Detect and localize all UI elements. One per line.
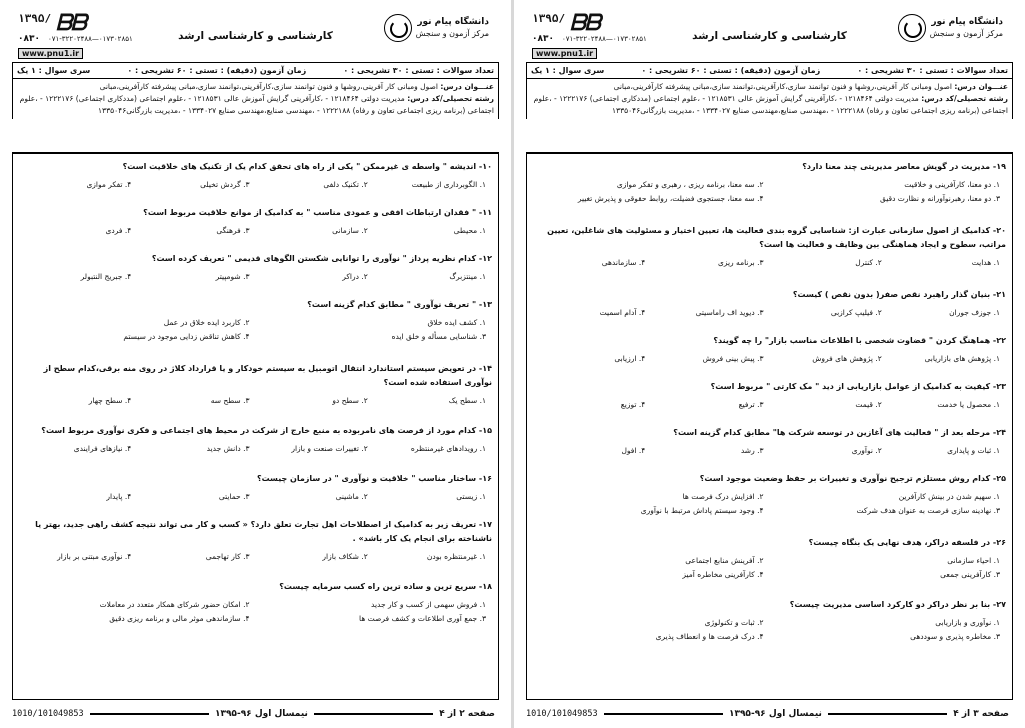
brand-block bbox=[532, 10, 652, 60]
brand-logo-icon: ᗷᗷ bbox=[570, 10, 600, 36]
answer-option[interactable]: ۲. امکان حضور شرکای همکار متعدد در معاملات bbox=[99, 600, 250, 609]
answer-option[interactable]: ۱. ثبات و پایداری bbox=[947, 446, 1000, 455]
page-number: صفحه ۳ از ۴ bbox=[953, 709, 1009, 719]
question-text: ۲۱- بنیان گذار راهبرد نقص صفر( بدون نقص ) کیست؟ bbox=[792, 290, 1006, 299]
page-number: صفحه ۲ از ۴ bbox=[439, 709, 495, 719]
answer-option[interactable]: ۴. نیازهای فرایندی bbox=[73, 444, 132, 453]
exam-info-box bbox=[526, 62, 1013, 119]
exam-page-left bbox=[0, 0, 511, 728]
answer-option[interactable]: ۱. رویدادهای غیرمنتظره bbox=[410, 444, 486, 453]
answer-option[interactable]: ۲. قیمت bbox=[855, 400, 882, 409]
answer-option[interactable]: ۲. آفرینش منابع اجتماعی bbox=[685, 556, 764, 565]
answer-option[interactable]: ۱. سطح یک bbox=[448, 396, 486, 405]
university-subtitle: مرکز آزمون و سنجش bbox=[415, 29, 489, 38]
answer-option[interactable]: ۱. دو معنا، کارآفرینی و خلاقیت bbox=[904, 180, 1000, 189]
answer-option[interactable]: ۴. جبریج النتبولر bbox=[80, 272, 132, 281]
brand-code: ۰۸۳۰ bbox=[532, 34, 554, 44]
question bbox=[19, 518, 492, 564]
question bbox=[19, 362, 492, 408]
answer-option[interactable]: ۴. سازماندهی موثر مالی و برنامه ریزی دقیق bbox=[109, 614, 250, 623]
answer-option[interactable]: ۱. نوآوری و بازاریابی bbox=[935, 618, 1000, 627]
answer-option[interactable]: ۲. تغییرات صنعت و بازار bbox=[291, 444, 368, 453]
question-text: ۱۳- " تعریف نوآوری " مطابق کدام گزینه است؟ bbox=[307, 300, 492, 309]
questions-area bbox=[526, 152, 1013, 700]
semester-label: نیمسال اول ۹۶-۱۳۹۵ bbox=[214, 709, 308, 719]
answer-option[interactable]: ۴. کارآفرینی مخاطره آمیز bbox=[682, 570, 764, 579]
answer-option[interactable]: ۳. کار تهاجمی bbox=[205, 552, 250, 561]
answer-option[interactable]: ۴. افول bbox=[621, 446, 646, 455]
field-label: رشته تحصیلی/کد درس: bbox=[921, 94, 1008, 103]
question bbox=[19, 424, 492, 456]
question-text: ۱۶- ساختار مناسب " خلاقیت و نوآوری " در سازمان چیست؟ bbox=[256, 474, 492, 483]
page-header bbox=[514, 4, 1025, 62]
question-text: ۲۶- در فلسفه دراکر، هدف نهایی یک بنگاه چیست؟ bbox=[808, 538, 1006, 547]
answer-option[interactable]: ۲. فیلیپ کرازبی bbox=[830, 308, 882, 317]
question-series: سری سوال : ۱ یک bbox=[17, 66, 91, 75]
question bbox=[533, 334, 1006, 366]
page-footer bbox=[12, 706, 499, 722]
brand-phone: ۰۷۱-۳۲۲۰۲۴۸۸—۰۱۷۳۰۲۸۵۱ bbox=[562, 35, 647, 43]
footer-rule bbox=[314, 713, 433, 715]
answer-option[interactable]: ۱. جوزف جوران bbox=[949, 308, 1000, 317]
exam-time: زمان آزمون (دقیقه) : تستی : ۶۰ تشریحی : ۰ bbox=[641, 66, 821, 75]
answer-option[interactable]: ۴. ارزیابی bbox=[614, 354, 646, 363]
brand-logo-icon: ᗷᗷ bbox=[56, 10, 86, 36]
field-label: رشته تحصیلی/کد درس: bbox=[407, 94, 494, 103]
question-text: ۱۲- کدام نظریه پرداز " نوآوری را توانایی شکستن الگوهای قدیمی " تعریف کرده است؟ bbox=[151, 254, 492, 263]
exam-page-right bbox=[514, 0, 1025, 728]
answer-option[interactable]: ۳. دانش جدید bbox=[206, 444, 250, 453]
answer-option[interactable]: ۳. دیوید اف راماسیتی bbox=[695, 308, 764, 317]
field-codes: مدیریت دولتی ۱۲۱۸۴۶۴ - ،کارآفرینی گرایش آموزش عالی ۱۲۱۸۵۳۱ - ،علوم اجتماعی (مددکاری اجتماعی) ۱۲۲۲۱۷۶ - ،علوم اجتماعی (برنامه ریزی اجتماعی تعاون و رفاه) ۱۲۲۲۱۸۸ - ،مهندسی صنایع،مهندسی صنایع ۱۳۳۴۰۲۷ - ،مدیریت بازرگانی۱۳۳۵۰۴۶ bbox=[533, 94, 1008, 115]
question-text: ۱۹- مدیریت در گویش معاصر مدیریتی چند معنا دارد؟ bbox=[802, 162, 1006, 171]
answer-option[interactable]: ۴. سازماندهی bbox=[601, 258, 646, 267]
question-text: ۲۲- هماهنگ کردن " قضاوت شخصی با اطلاعات مناسب بازار" را چه گویند؟ bbox=[713, 336, 1006, 345]
question bbox=[533, 598, 1006, 644]
answer-option[interactable]: ۳. جمع آوری اطلاعات و کشف فرصت ها bbox=[359, 614, 486, 623]
answer-option[interactable]: ۴. کاهش تناقض زدایی موجود در سیستم bbox=[123, 332, 250, 341]
answer-option[interactable]: ۲. شکاف بازار bbox=[322, 552, 368, 561]
answer-option[interactable]: ۴. سطح چهار bbox=[88, 396, 132, 405]
header-title: کارشناسی و کارشناسی ارشد bbox=[692, 30, 847, 42]
answer-option[interactable]: ۴. توزیع bbox=[620, 400, 646, 409]
footer-rule bbox=[604, 713, 723, 715]
question bbox=[533, 472, 1006, 518]
question bbox=[19, 580, 492, 626]
answer-option[interactable]: ۱. سهیم شدن در بینش کارآفرین bbox=[898, 492, 1000, 501]
question bbox=[533, 160, 1006, 206]
answer-option[interactable]: ۱. الگوبرداری از طبیعت bbox=[411, 180, 486, 189]
question bbox=[19, 472, 492, 504]
brand-code: ۰۸۳۰ bbox=[18, 34, 40, 44]
course-title: اصول ومبانی کار آفرینی،روشها و فنون توانمند سازی،کارآفرینی،توانمند سازی،مبانی پیشرفته کارآفرینی،مبانی bbox=[613, 82, 952, 91]
question bbox=[19, 206, 492, 238]
answer-option[interactable]: ۴. نوآوری مبتنی بر بازار bbox=[57, 552, 132, 561]
answer-option[interactable]: ۱. فروش سهمی از کسب و کار جدید bbox=[371, 600, 486, 609]
answer-option[interactable]: ۴. سه معنا، جستجوی فضیلت، روابط حقوقی و پذیرش تغییر bbox=[577, 194, 764, 203]
exam-info-box bbox=[12, 62, 499, 119]
university-name: دانشگاه پیام نور bbox=[931, 17, 1003, 27]
answer-option[interactable]: ۳. شناسایی مسأله و خلق ایده bbox=[391, 332, 486, 341]
question bbox=[19, 298, 492, 344]
question bbox=[533, 426, 1006, 458]
question bbox=[19, 252, 492, 284]
answer-option[interactable]: ۲. کاربرد ایده خلاق در عمل bbox=[163, 318, 250, 327]
answer-option[interactable]: ۳. گردش تخیلی bbox=[200, 180, 250, 189]
answer-option[interactable]: ۱. زیستی bbox=[456, 492, 486, 501]
answer-option[interactable]: ۲. تکنیک دلفی bbox=[323, 180, 368, 189]
answer-option[interactable]: ۱. محیطی bbox=[453, 226, 486, 235]
answer-option[interactable]: ۳. نهادینه سازی فرصت به عنوان هدف شرکت bbox=[856, 506, 1000, 515]
answer-option[interactable]: ۲. ثبات و تکنولوژی bbox=[704, 618, 764, 627]
question-text: ۱۱- " فقدان ارتباطات افقی و عمودی مناسب " به کدامیک از موانع خلاقیت مربوط است؟ bbox=[143, 208, 492, 217]
answer-option[interactable]: ۴. پایدار bbox=[106, 492, 132, 501]
answer-option[interactable]: ۲. افزایش درک فرصت ها bbox=[682, 492, 764, 501]
brand-block bbox=[18, 10, 138, 60]
answer-option[interactable]: ۳. حمایتی bbox=[218, 492, 250, 501]
answer-option[interactable]: ۳. سطح سه bbox=[210, 396, 250, 405]
answer-option[interactable]: ۲. دراکر bbox=[342, 272, 368, 281]
questions-area bbox=[12, 152, 499, 700]
answer-option[interactable]: ۴. آدام اسمیت bbox=[599, 308, 646, 317]
semester-label: نیمسال اول ۹۶-۱۳۹۵ bbox=[728, 709, 822, 719]
question-text: ۱۰- اندیشه " واسطه ی غیرممکن " یکی از راه های تحقق کدام یک از تکنیک های خلاقیت است؟ bbox=[122, 162, 492, 171]
answer-option[interactable]: ۲. سازمانی bbox=[332, 226, 368, 235]
answer-option[interactable]: ۳. فرهنگی bbox=[216, 226, 250, 235]
answer-option[interactable]: ۱. پژوهش های بازاریابی bbox=[924, 354, 1000, 363]
footer-rule bbox=[828, 713, 947, 715]
question-text: ۱۸- سریع ترین و ساده ترین راه کسب سرمایه چیست؟ bbox=[279, 582, 492, 591]
question-count: تعداد سوالات : تستی : ۳۰ تشریحی : ۰ bbox=[857, 66, 1008, 75]
brand-year: ۱۳۹۵/ bbox=[532, 12, 566, 25]
question-text: ۲۳- کیفیت به کدامیک از عوامل بازاریابی از دید " مک کارتی " مربوط است؟ bbox=[710, 382, 1006, 391]
exam-code: 1010/101049853 bbox=[12, 709, 84, 719]
answer-option[interactable]: ۴. فردی bbox=[105, 226, 132, 235]
answer-option[interactable]: ۳. کارآفرینی جمعی bbox=[940, 570, 1000, 579]
header-title: کارشناسی و کارشناسی ارشد bbox=[178, 30, 333, 42]
university-name: دانشگاه پیام نور bbox=[417, 17, 489, 27]
answer-option[interactable]: ۲. سه معنا، برنامه ریزی ، رهبری و تفکر موازی bbox=[616, 180, 764, 189]
answer-option[interactable]: ۴. تفکر موازی bbox=[86, 180, 132, 189]
exam-code: 1010/101049853 bbox=[526, 709, 598, 719]
brand-website: www.pnu1.ir bbox=[532, 48, 597, 59]
answer-option[interactable]: ۳. مخاطره پذیری و سوددهی bbox=[910, 632, 1000, 641]
answer-option[interactable]: ۱. احیاء سازمانی bbox=[947, 556, 1000, 565]
question bbox=[19, 160, 492, 192]
answer-option[interactable]: ۳. شومپیتر bbox=[215, 272, 250, 281]
question-text: ۲۷- بنا بر نظر دراکر دو کارکرد اساسی مدیریت چیست؟ bbox=[789, 600, 1006, 609]
course-label: عنـــوان درس: bbox=[440, 82, 494, 91]
answer-option[interactable]: ۳. ترفیع bbox=[738, 400, 764, 409]
answer-option[interactable]: ۱. کشف ایده خلاق bbox=[427, 318, 486, 327]
answer-option[interactable]: ۱. محصول یا خدمت bbox=[937, 400, 1000, 409]
question-text: ۱۵- کدام مورد از فرصت های نامربوده به منبع خارج از شرکت در محیط های اجتماعی و فکری نوآوری مربوط است؟ bbox=[41, 426, 492, 435]
course-label: عنـــوان درس: bbox=[954, 82, 1008, 91]
question bbox=[533, 536, 1006, 582]
question bbox=[533, 288, 1006, 320]
answer-option[interactable]: ۲. کنترل bbox=[855, 258, 882, 267]
answer-option[interactable]: ۳. پیش بینی فروش bbox=[702, 354, 764, 363]
question-series: سری سوال : ۱ یک bbox=[531, 66, 605, 75]
answer-option[interactable]: ۲. ماشینی bbox=[335, 492, 368, 501]
brand-year: ۱۳۹۵/ bbox=[18, 12, 52, 25]
answer-option[interactable]: ۲. سطح دو bbox=[332, 396, 368, 405]
answer-option[interactable]: ۱. هدایت bbox=[971, 258, 1000, 267]
page-footer bbox=[526, 706, 1013, 722]
answer-option[interactable]: ۲. پژوهش های فروش bbox=[812, 354, 882, 363]
question-text: ۲۰- کدامیک از اصول سازمانی عبارت از: شناسایی گروه بندی فعالیت ها، تعیین اختیار و مسئولیت های شاغلین، تعیین مراتب، سطوح و ایجاد هماهنگی بین وظایف و فعالیت ها است؟ bbox=[547, 226, 1006, 249]
page-header bbox=[0, 4, 511, 62]
question-text: ۲۴- مرحله بعد از " فعالیت های آغازین در توسعه شرکت ها" مطابق کدام گزینه است؟ bbox=[673, 428, 1006, 437]
footer-rule bbox=[90, 713, 209, 715]
exam-time: زمان آزمون (دقیقه) : تستی : ۶۰ تشریحی : ۰ bbox=[127, 66, 307, 75]
answer-option[interactable]: ۴. درک فرصت ها و انعطاف پذیری bbox=[655, 632, 764, 641]
answer-option[interactable]: ۳. دو معنا، رهبرنوآورانه و نظارت دقیق bbox=[879, 194, 1000, 203]
answer-option[interactable]: ۱. مینتزبرگ bbox=[449, 272, 486, 281]
question-text: ۱۷- تعریف زیر به کدامیک از اصطلاحات اهل تجارت تعلق دارد؟ « کسب و کار می تواند نتیجه کشف راهی جدید، بهتر یا ناشناخته برای انجام یک کار باشد» . bbox=[35, 520, 492, 543]
field-codes: مدیریت دولتی ۱۲۱۸۴۶۴ - ،کارآفرینی گرایش آموزش عالی ۱۲۱۸۵۳۱ - ،علوم اجتماعی (مددکاری اجتماعی) ۱۲۲۲۱۷۶ - ،علوم اجتماعی (برنامه ریزی اجتماعی تعاون و رفاه) ۱۲۲۲۱۸۸ - ،مهندسی صنایع،مهندسی صنایع ۱۳۳۴۰۲۷ - ،مدیریت بازرگانی۱۳۳۵۰۴۶ bbox=[19, 94, 494, 115]
brand-website: www.pnu1.ir bbox=[18, 48, 83, 59]
university-subtitle: مرکز آزمون و سنجش bbox=[929, 29, 1003, 38]
question-text: ۱۴- در تعویض سیستم استاندارد انتقال اتومبیل به سیستم خودکار و یا قرارداد کلاژ در روی منه برقی،کدام سطح از نوآوری استفاده شده است؟ bbox=[43, 364, 492, 387]
course-title: اصول ومبانی کار آفرینی،روشها و فنون توانمند سازی،کارآفرینی،توانمند سازی،مبانی پیشرفته کارآفرینی،مبانی bbox=[99, 82, 438, 91]
answer-option[interactable]: ۳. برنامه ریزی bbox=[717, 258, 764, 267]
brand-phone: ۰۷۱-۳۲۲۰۲۴۸۸—۰۱۷۳۰۲۸۵۱ bbox=[48, 35, 133, 43]
answer-option[interactable]: ۳. رشد bbox=[740, 446, 764, 455]
question-count: تعداد سوالات : تستی : ۳۰ تشریحی : ۰ bbox=[343, 66, 494, 75]
answer-option[interactable]: ۱. غیرمنتظره بودن bbox=[426, 552, 486, 561]
question-text: ۲۵- کدام روش مستلزم ترجیح نوآوری و تغییرات بر حفظ وضعیت موجود است؟ bbox=[699, 474, 1006, 483]
answer-option[interactable]: ۲. نوآوری bbox=[851, 446, 882, 455]
answer-option[interactable]: ۴. وجود سیستم پاداش مرتبط با نوآوری bbox=[640, 506, 764, 515]
question bbox=[533, 380, 1006, 412]
question bbox=[533, 224, 1006, 270]
